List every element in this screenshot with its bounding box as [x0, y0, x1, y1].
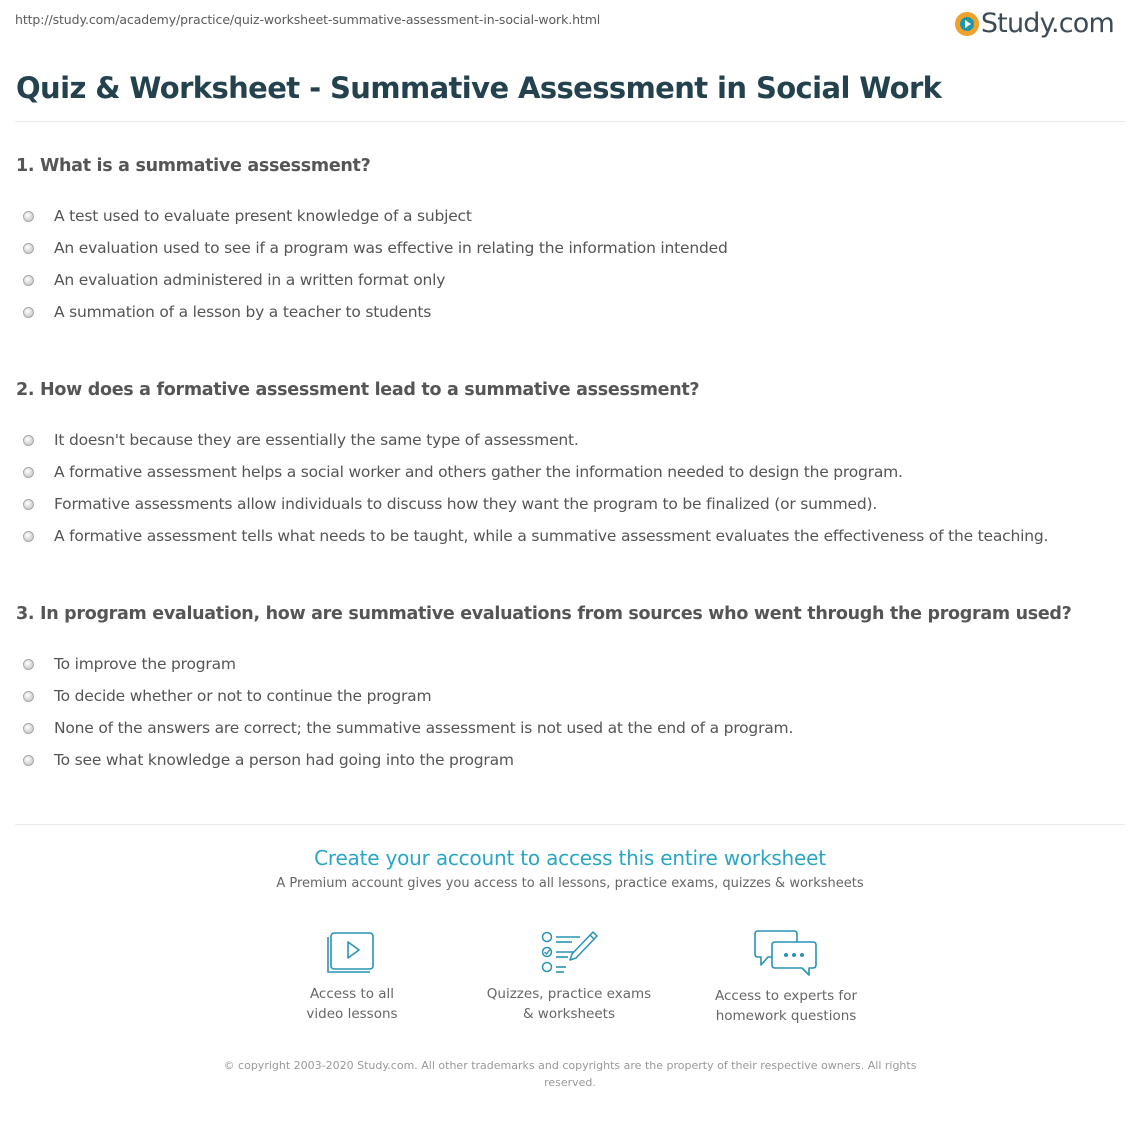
answer-option[interactable] [16, 292, 1126, 332]
question-3 [16, 604, 1126, 780]
chat-bubbles-icon [754, 928, 818, 976]
answer-text: Formative assessments allow individuals to discuss how they want the program to be finalized (or summed). [54, 495, 878, 513]
signup-cta [0, 846, 1140, 891]
page-title: Quiz & Worksheet - Summative Assessment in Social Work [16, 71, 942, 105]
feature-experts [686, 928, 886, 1026]
copyright-notice: © copyright 2003-2020 Study.com. All other trademarks and copyrights are the property of their respective owners. All rights reserved. [223, 1059, 917, 1089]
feature-label: Access to all video lessons [306, 986, 398, 1022]
radio-button[interactable] [23, 275, 34, 286]
video-lesson-icon [326, 928, 378, 974]
radio-button[interactable] [23, 499, 34, 510]
cta-title-link[interactable]: Create your account to access this entire worksheet [314, 846, 826, 870]
radio-button[interactable] [23, 659, 34, 670]
answer-text: A formative assessment helps a social worker and others gather the information needed to design the program. [54, 463, 903, 481]
answer-option[interactable] [16, 516, 1126, 556]
answer-text: It doesn't because they are essentially the same type of assessment. [54, 431, 579, 449]
feature-label: Quizzes, practice exams & worksheets [486, 986, 652, 1022]
radio-button[interactable] [23, 435, 34, 446]
radio-button[interactable] [23, 531, 34, 542]
cta-divider [15, 824, 1125, 825]
answer-text: A formative assessment tells what needs to be taught, while a summative assessment evaluates the effectiveness of the teaching. [54, 527, 1049, 545]
question-text: 1. What is a summative assessment? [16, 156, 371, 176]
answer-option[interactable] [16, 740, 1126, 780]
feature-label: Access to experts for homework questions [714, 988, 857, 1024]
radio-button[interactable] [23, 691, 34, 702]
answer-text: An evaluation administered in a written format only [54, 271, 446, 289]
study-logo[interactable] [955, 8, 1114, 39]
radio-button[interactable] [23, 243, 34, 254]
radio-button[interactable] [23, 755, 34, 766]
answer-text: To improve the program [54, 655, 236, 673]
answer-text: A test used to evaluate present knowledge of a subject [54, 207, 472, 225]
answer-text: An evaluation used to see if a program was effective in relating the information intended [54, 239, 728, 257]
radio-button[interactable] [23, 211, 34, 222]
question-1 [16, 156, 1126, 332]
radio-button[interactable] [23, 307, 34, 318]
answer-text: To decide whether or not to continue the program [54, 687, 432, 705]
answer-options [16, 196, 1126, 332]
answer-options [16, 420, 1126, 556]
feature-quizzes [469, 928, 669, 1024]
question-text: 3. In program evaluation, how are summative evaluations from sources who went through the program used? [16, 604, 1072, 624]
radio-button[interactable] [23, 723, 34, 734]
logo-text: Study.com [980, 8, 1114, 39]
page-url: http://study.com/academy/practice/quiz-worksheet-summative-assessment-in-social-work.html [15, 12, 601, 27]
answer-options [16, 644, 1126, 780]
question-text: 2. How does a formative assessment lead to a summative assessment? [16, 380, 700, 400]
answer-text: A summation of a lesson by a teacher to students [54, 303, 432, 321]
feature-video-lessons [252, 928, 452, 1024]
radio-button[interactable] [23, 467, 34, 478]
title-divider [15, 121, 1125, 122]
quiz-checklist-icon [540, 928, 598, 974]
question-2 [16, 380, 1126, 556]
answer-text: None of the answers are correct; the summative assessment is not used at the end of a program. [54, 719, 794, 737]
answer-text: To see what knowledge a person had going into the program [54, 751, 514, 769]
cta-subtitle: A Premium account gives you access to all lessons, practice exams, quizzes & worksheets [276, 876, 864, 891]
play-circle-logo-icon [955, 12, 979, 36]
